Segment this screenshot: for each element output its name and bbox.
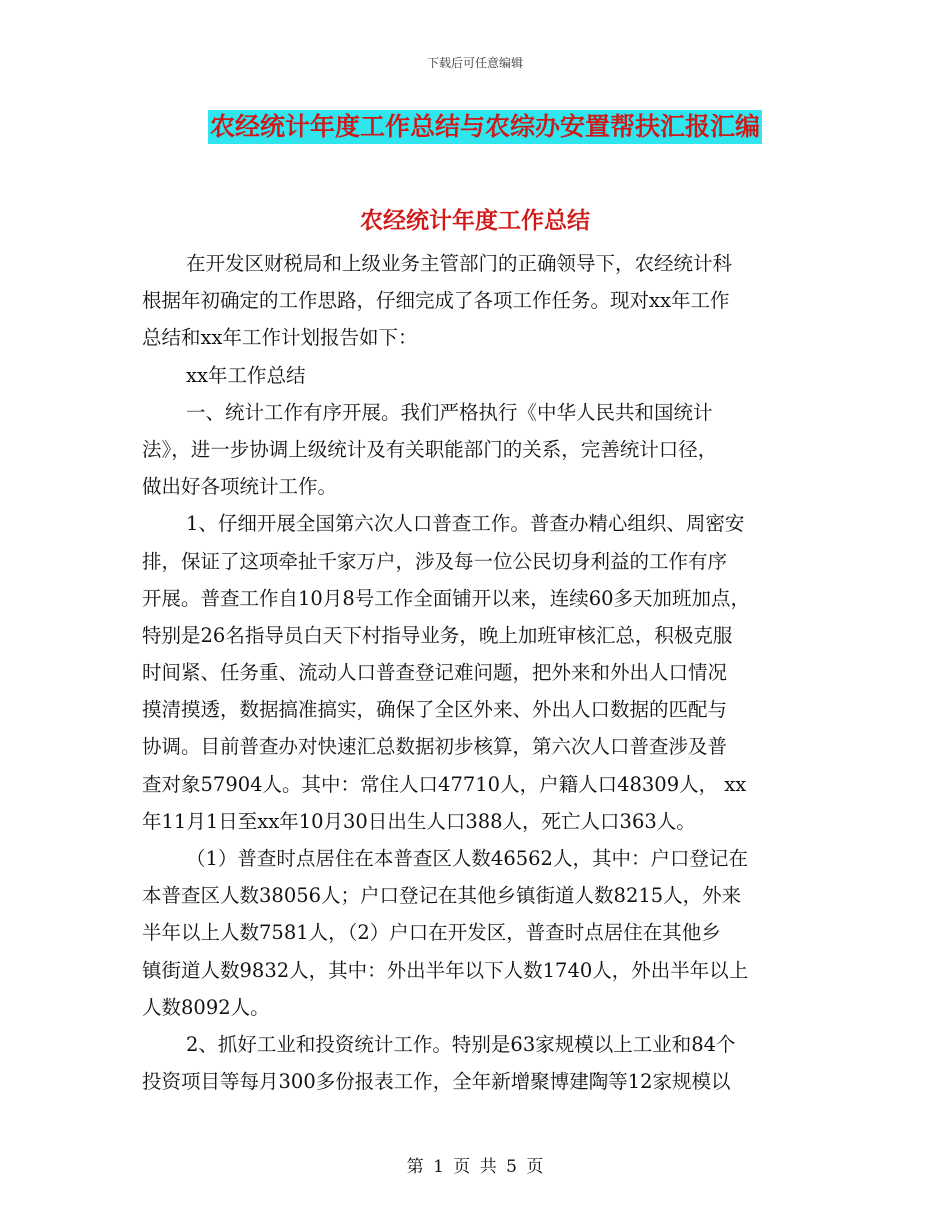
paragraph-line: 2、抓好工业和投资统计工作。特别是63家规模以上工业和84个 bbox=[186, 1032, 736, 1056]
paragraph-line: 法》，进一步协调上级统计及有关职能部门的关系，完善统计口径， bbox=[142, 437, 718, 461]
paragraph-line: 投资项目等每月300多份报表工作，全年新增聚博建陶等12家规模以 bbox=[142, 1070, 731, 1094]
paragraph-line: 年11月1日至xx年10月30日出生人口388人，死亡人口363人。 bbox=[142, 809, 696, 833]
paragraph-line: 半年以上人数7581人，（2）户口在开发区，普查时点居住在其他乡 bbox=[142, 921, 721, 945]
paragraph-line: 本普查区人数38056人；户口登记在其他乡镇街道人数8215人，外来 bbox=[142, 884, 742, 908]
paragraph-line: 做出好各项统计工作。 bbox=[142, 475, 338, 499]
paragraph-line: 人数8092人。 bbox=[142, 995, 270, 1019]
body-text bbox=[142, 245, 822, 1100]
paragraph-line: 协调。目前普查办对快速汇总数据初步核算，第六次人口普查涉及普 bbox=[142, 735, 728, 759]
paragraph-line: 镇街道人数9832人，其中：外出半年以下人数1740人，外出半年以上 bbox=[142, 958, 749, 982]
document-title: 农经统计年度工作总结与农综办安置帮扶汇报汇编 bbox=[208, 110, 762, 144]
paragraph-line: 排，保证了这项牵扯千家万户，涉及每一位公民切身利益的工作有序 bbox=[142, 549, 728, 573]
paragraph-line: 总结和xx年工作计划报告如下： bbox=[142, 326, 418, 350]
paragraph-line: 查对象57904人。其中：常住人口47710人，户籍人口48309人， xx bbox=[142, 772, 747, 796]
paragraph-line: 特别是26名指导员白天下村指导业务，晚上加班审核汇总，积极克服 bbox=[142, 623, 733, 647]
paragraph-line: （1）普查时点居住在本普查区人数46562人，其中：户口登记在 bbox=[186, 847, 748, 870]
paragraph-line: 一、统计工作有序开展。我们严格执行《中华人民共和国统计 bbox=[186, 400, 713, 424]
paragraph-line: 根据年初确定的工作思路，仔细完成了各项工作任务。现对xx年工作 bbox=[142, 289, 730, 313]
paragraph-line: 时间紧、任务重、流动人口普查登记难问题，把外来和外出人口情况 bbox=[142, 661, 728, 685]
paragraph-line: 1、仔细开展全国第六次人口普查工作。普查办精心组织、周密安 bbox=[186, 512, 745, 536]
section-title: 农经统计年度工作总结 bbox=[360, 208, 590, 234]
paragraph-line: 摸清摸透，数据搞准搞实，确保了全区外来、外出人口数据的匹配与 bbox=[142, 698, 728, 722]
page-footer: 第 1 页 共 5 页 bbox=[406, 1157, 544, 1177]
paragraph-line: xx年工作总结 bbox=[186, 363, 306, 387]
header-note: 下载后可任意编辑 bbox=[426, 56, 523, 70]
paragraph-line: 开展。普查工作自10月8号工作全面铺开以来，连续60多天加班加点， bbox=[142, 586, 751, 610]
paragraph-line: 在开发区财税局和上级业务主管部门的正确领导下，农经统计科 bbox=[186, 252, 733, 275]
